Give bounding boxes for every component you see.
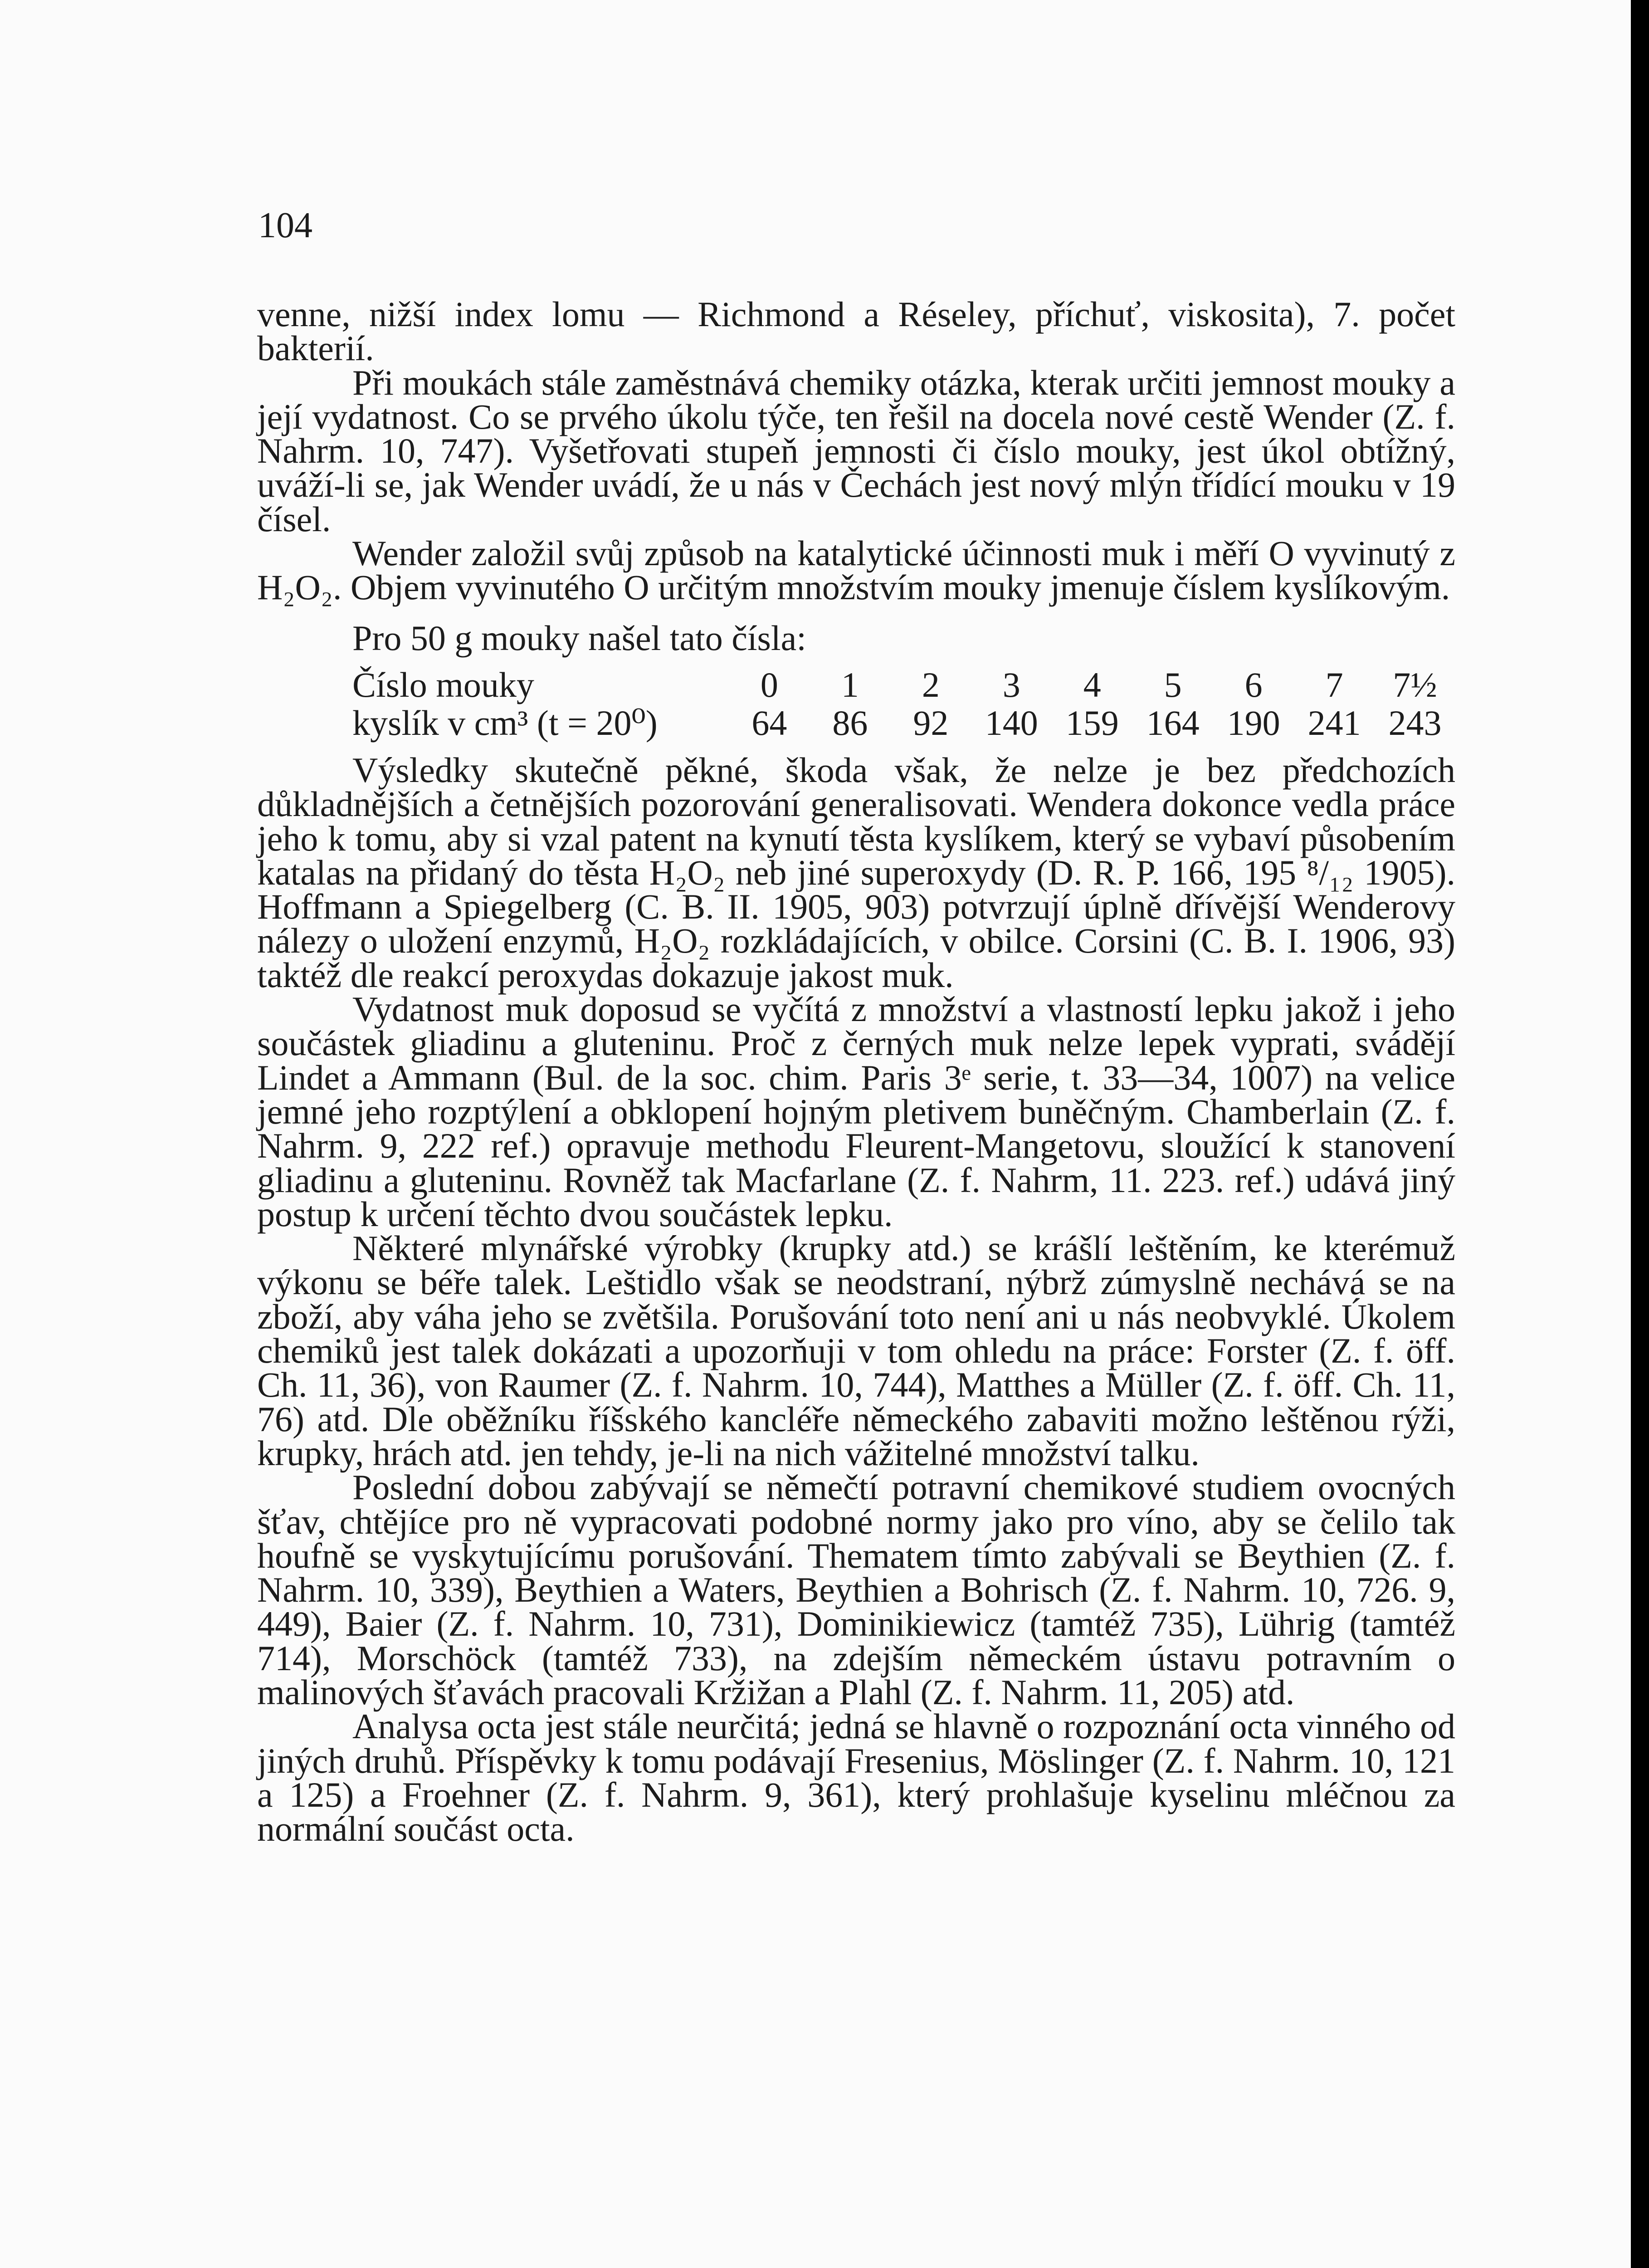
flour-number-table [257, 666, 1455, 742]
paragraph-fruit-juices: Poslední dobou zabývají se němečtí potravní chemikové studiem ovocných šťav, chtějíce pro ně vypracovati podobné normy jako pro víno, aby se čelilo tak houfně se vyskytujícímu porušování. Thematem tímto zabývali se Beythien (Z. f. Nahrm. 10, 339), Beythien a Waters, Beythien a Bohrisch (Z. f. Nahrm. 10, 726. 9, 449), Baier (Z. f. Nahrm. 10, 731), Dominikiewicz (tamtéž 735), Lührig (tamtéž 714), Morschöck (tamtéž 733), na zdejším německém ústavu potravním o malinových šťavách pracovali Kržižan a Plahl (Z. f. Nahrm. 11, 205) atd. [257, 1467, 1455, 1712]
table-row-flour-number [352, 666, 1455, 704]
table-row-label: kyslík v cm³ (t = 20⁰) [352, 703, 658, 743]
page-number: 104 [258, 205, 312, 245]
table-cell: 241 [1307, 703, 1361, 743]
table-cell: 7½ [1393, 665, 1437, 705]
table-cell: 164 [1146, 703, 1200, 743]
table-cell: 2 [922, 665, 940, 705]
paragraph-wender-method: Wender založil svůj způsob na katalytické účinnosti muk i měří O vyvinutý z H₂O₂. Objem vyvinutého O určitým množstvím mouky jmenuje číslem kyslíkovým. [257, 533, 1455, 607]
table-cell: 86 [832, 703, 868, 743]
paragraph-gluten: Vydatnost muk doposud se vyčítá z množství a vlastností lepku jakož i jeho součástek gliadinu a gluteninu. Proč z černých muk nelze lepek vyprati, svádějí Lindet a Ammann (Bul. de la soc. chim. Paris 3ᵉ serie, t. 33—34, 1007) na velice jemné jeho rozptýlení a obklopení hojným pletivem buněčným. Chamberlain (Z. f. Nahrm. 9, 222 ref.) opravuje methodu Fleurent-Mangetovu, sloužící k stanovení gliadinu a gluteninu. Rovněž tak Macfarlane (Z. f. Nahrm, 11. 223. ref.) udává jiný postup k určení těchto dvou součástek lepku. [257, 989, 1455, 1234]
paragraph-continuation: venne, nižší index lomu — Richmond a Réseley, příchuť, viskosita), 7. počet bakterií. [257, 294, 1455, 368]
paragraph-table-intro: Pro 50 g mouky našel tato čísla: [352, 618, 806, 658]
table-cell: 4 [1083, 665, 1101, 705]
table-cell: 190 [1227, 703, 1280, 743]
table-cell: 243 [1388, 703, 1442, 743]
paragraph-results: Výsledky skutečně pěkné, škoda však, že nelze je bez předchozích důkladnějších a četnějších pozorování generalisovati. Wendera dokonce vedla práce jeho k tomu, aby si vzal patent na kynutí těsta kyslíkem, který se vybaví působením katalas na přidaný do těsta H₂O₂ neb jiné superoxydy (D. R. P. 166, 195 ⁸/₁₂ 1905). Hoffmann a Spiegelberg (C. B. II. 1905, 903) potvrzují úplně dřívější Wenderovy nálezy o uložení enzymů, H₂O₂ rozkládajících, v obilce. Corsini (C. B. I. 1906, 93) taktéž dle reakcí peroxydas dokazuje jakost muk. [257, 750, 1455, 995]
table-cell: 64 [751, 703, 787, 743]
table-cell: 6 [1244, 665, 1263, 705]
paragraph-talc: Některé mlynářské výrobky (krupky atd.) se krášlí leštěním, ke kterémuž výkonu se béře talek. Leštidlo však se neodstraní, nýbrž zúmyslně nechává se na zboží, aby váha jeho se zvětšila. Porušování toto není ani u nás neobvyklé. Úkolem chemiků jest talek dokázati a upozorňuji v tom ohledu na práce: Forster (Z. f. öff. Ch. 11, 36), von Raumer (Z. f. Nahrm. 10, 744), Matthes a Müller (Z. f. öff. Ch. 11, 76) atd. Dle oběžníku říšského kancléře německého zabaviti možno leštěnou rýži, krupky, hrách atd. jen tehdy, je-li na nich vážitelné množství talku. [257, 1228, 1455, 1473]
table-cell: 1 [841, 665, 859, 705]
table-row-oxygen [352, 704, 1455, 742]
table-row-label: Číslo mouky [352, 665, 534, 705]
table-cell: 0 [760, 665, 778, 705]
table-cell: 92 [913, 703, 949, 743]
table-cell: 3 [1002, 665, 1020, 705]
text-body [257, 294, 1455, 1849]
table-cell: 140 [985, 703, 1038, 743]
paragraph-flour-fineness: Při moukách stále zaměstnává chemiky otázka, kterak určiti jemnost mouky a její vydatnost. Co se prvého úkolu týče, ten řešil na docela nové cestě Wender (Z. f. Nahrm. 10, 747). Vyšetřovati stupeň jemnosti či číslo mouky, jest úkol obtížný, uváží-li se, jak Wender uvádí, že u nás v Čechách jest nový mlýn třídící mouku v 19 čísel. [257, 362, 1455, 539]
table-cell: 7 [1325, 665, 1343, 705]
table-cell: 159 [1065, 703, 1119, 743]
table-cell: 5 [1164, 665, 1182, 705]
paragraph-vinegar: Analysa octa jest stále neurčitá; jedná se hlavně o rozpoznání octa vinného od jiných druhů. Příspěvky k tomu podávají Fresenius, Möslinger (Z. f. Nahrm. 10, 121 a 125) a Froehner (Z. f. Nahrm. 9, 361), který prohlašuje kyselinu mléčnou za normální součást octa. [257, 1706, 1455, 1849]
